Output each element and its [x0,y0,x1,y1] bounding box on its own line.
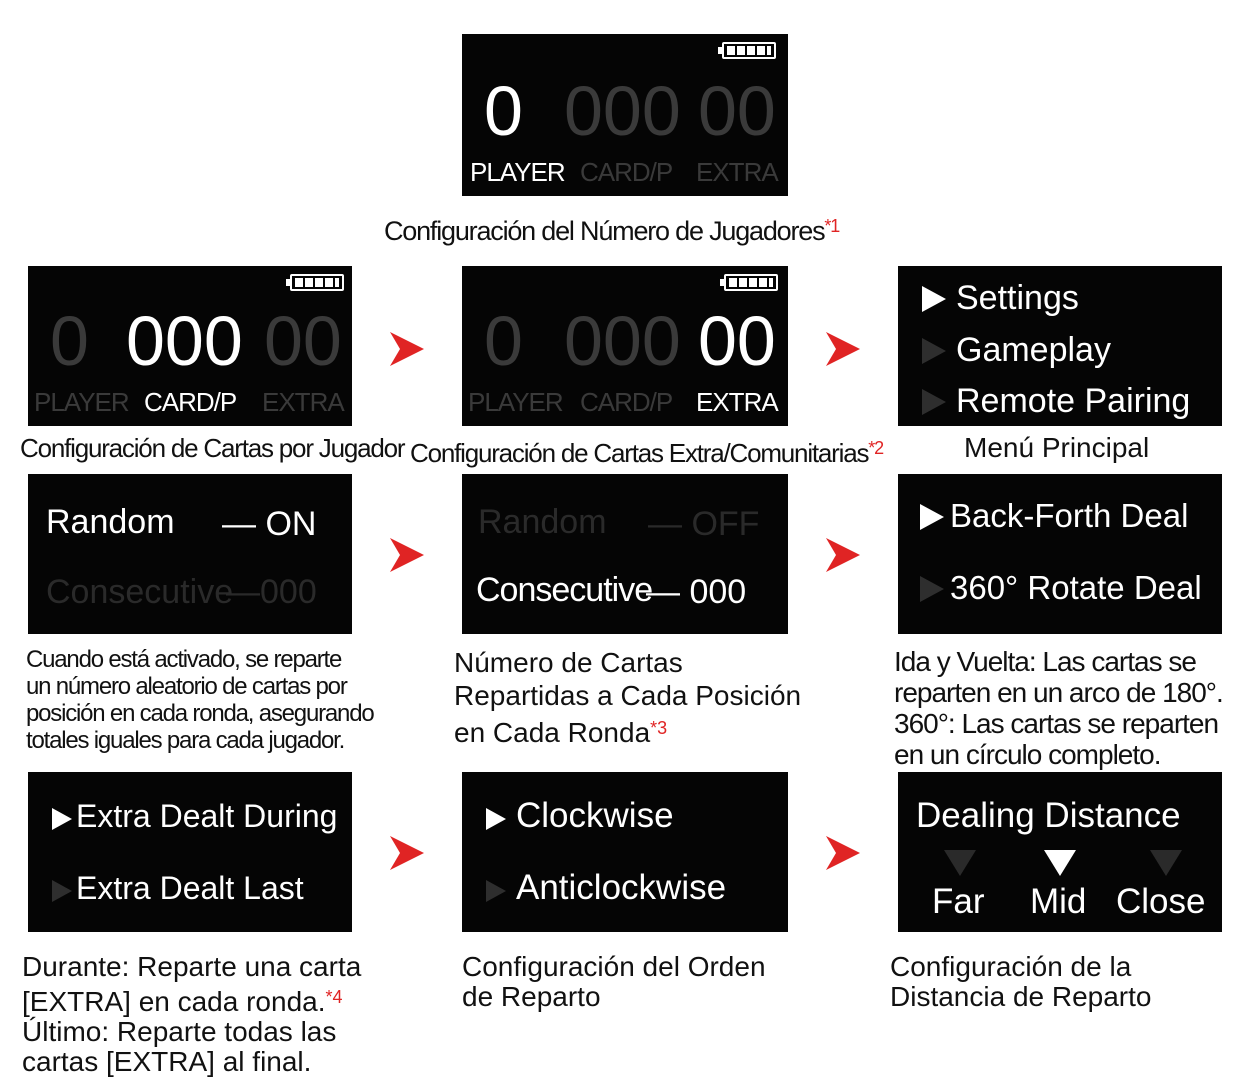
distance-option-far[interactable]: Far [932,882,985,921]
menu-item-remote-pairing[interactable]: Remote Pairing [922,381,1190,421]
random-mode-caption: Cuando está activado, se reparte un número aleatorio de cartas por posición en cada ronda, asegurando totales iguales para cada jugador. [26,646,374,754]
extra-deal-mode-screen [28,772,352,932]
selection-arrow-icon [922,286,946,312]
flow-arrow [826,538,860,572]
menu-item-back-forth-deal[interactable]: Back-Forth Deal [920,496,1188,536]
main-menu-screen [898,266,1222,426]
player-value: 0 [484,302,523,380]
random-mode-screen [28,474,352,634]
direction-screen [462,772,788,932]
card-label: CARD/P [580,157,673,187]
extra-deal-mode-caption: Durante: Reparte una carta [EXTRA] en cada ronda.$^{*4}$ Último: Reparte todas las cartas [EXTRA] al final. [22,951,362,1077]
extra-value: 00 [698,72,776,150]
main-menu-caption: Menú Principal [964,432,1150,463]
battery-icon [722,42,776,59]
deal-mode-caption: Ida y Vuelta: Las cartas se reparten en un arco de 180°. 360°: Las cartas se reparten en un círculo completo. [894,646,1223,770]
flow-arrow [390,836,424,870]
footnote-1: *1 [824,216,840,236]
random-value[interactable]: — OFF [648,505,760,543]
battery-icon [724,274,778,291]
player-value: 0 [484,72,523,150]
selection-arrow-icon [52,880,72,902]
close-pointer-icon [1150,850,1182,876]
card-value: 000 [564,72,681,150]
extra-cards-screen [462,266,788,426]
player-label: PLAYER [34,387,129,417]
consecutive-mode-caption: Número de Cartas Repartidas a Cada Posición en Cada Ronda$^{*3}$ [454,647,802,748]
footnote-3: *3 [650,718,668,738]
consecutive-value[interactable]: — 000 [646,573,747,611]
consecutive-value[interactable]: —000 [226,573,317,611]
cards-per-player-screen [28,266,352,426]
distance-title: Dealing Distance [916,796,1181,835]
consecutive-mode-screen [462,474,788,634]
extra-cards-caption: Configuración de Cartas Extra/Comunitarias$^{*2}$ [410,438,883,468]
menu-item-360-rotate-deal[interactable]: 360° Rotate Deal [920,568,1202,608]
selection-arrow-icon [486,880,506,902]
extra-value: 00 [698,302,776,380]
flow-arrow [390,332,424,366]
deal-mode-screen [898,474,1222,634]
extra-label: EXTRA [262,387,344,417]
distance-screen [898,772,1222,932]
menu-item-clockwise[interactable]: Clockwise [486,796,674,836]
menu-item-extra-dealt-last[interactable]: Extra Dealt Last [52,868,304,908]
distance-option-mid[interactable]: Mid [1030,882,1087,921]
selection-arrow-icon [922,338,946,364]
player-count-caption: Configuración del Número de Jugadores$^{*1}$ [384,216,840,246]
player-count-screen [462,34,788,196]
consecutive-label: Consecutive [46,573,234,611]
extra-value: 00 [264,302,342,380]
direction-caption: Configuración del Orden de Reparto [462,951,766,1012]
menu-item-anticlockwise[interactable]: Anticlockwise [486,868,726,908]
footnote-2: *2 [868,438,883,458]
consecutive-label: Consecutive [476,571,653,609]
player-label: PLAYER [468,387,563,417]
selection-arrow-icon [920,576,944,602]
player-label: PLAYER [470,157,565,187]
menu-item-gameplay[interactable]: Gameplay [922,330,1111,370]
battery-icon [290,274,344,291]
extra-label: EXTRA [696,387,778,417]
flow-arrow [826,836,860,870]
flow-arrow [390,538,424,572]
menu-item-settings[interactable]: Settings [922,278,1079,318]
random-value[interactable]: — ON [222,505,317,543]
card-value: 000 [126,302,243,380]
random-label: Random [46,503,175,541]
selection-arrow-icon [52,808,72,830]
card-label: CARD/P [144,387,237,417]
distance-option-close[interactable]: Close [1116,882,1206,921]
distance-caption: Configuración de la Distancia de Reparto [890,951,1152,1012]
card-value: 000 [564,302,681,380]
selection-arrow-icon [920,504,944,530]
footnote-4: *4 [325,987,343,1007]
player-value: 0 [50,302,89,380]
card-label: CARD/P [580,387,673,417]
menu-item-extra-dealt-during[interactable]: Extra Dealt During [52,796,337,836]
flow-arrow [826,332,860,366]
selection-arrow-icon [922,389,946,415]
extra-label: EXTRA [696,157,778,187]
random-label: Random [478,503,607,541]
far-pointer-icon [944,850,976,876]
cards-per-player-caption: Configuración de Cartas por Jugador [20,433,405,463]
selection-arrow-icon [486,808,506,830]
mid-pointer-icon [1044,850,1076,876]
